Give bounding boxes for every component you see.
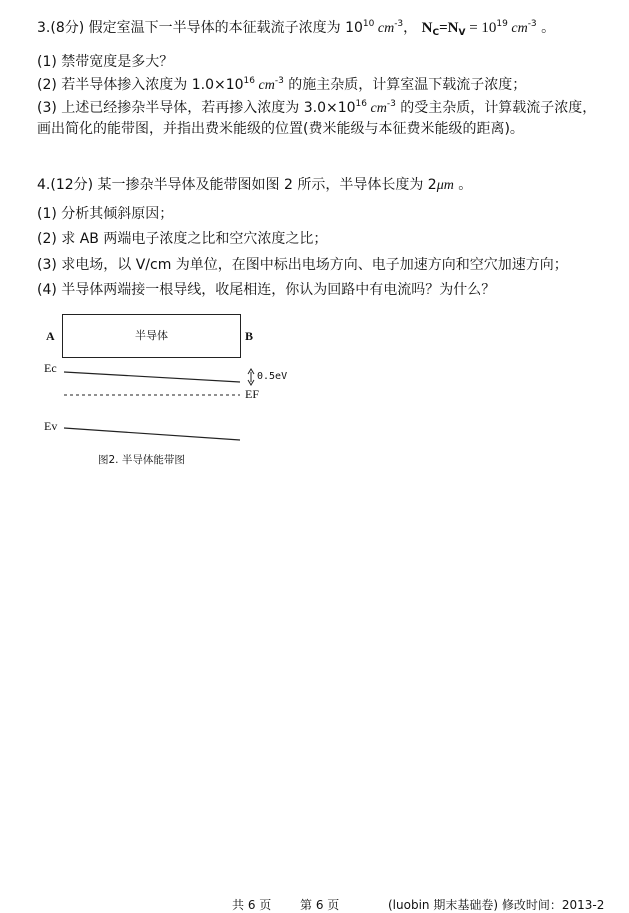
- band-lines: [42, 312, 302, 472]
- band-diagram: [42, 312, 302, 472]
- conduction-band-line: [64, 372, 240, 382]
- q3-sub2: (2) 若半导体掺入浓度为 $1.0\times 10^{16}$ $cm^{-3}$ 的施主杂质，计算室温下载流子浓度；: [37, 76, 527, 93]
- footer-page-number: 第 6 页: [300, 898, 340, 912]
- label-ec: Ec: [44, 361, 57, 375]
- q3-title: 3.(8分) 假定室温下一半导体的本征载流子浓度为 $10^{10}$ $cm^{-3}$， $N_C=N_V = 10^{19}$ $cm^{-3}$ 。: [37, 19, 556, 38]
- q3-sub1: (1) 禁带宽度是多大？: [37, 54, 174, 70]
- footer-total-pages: 共 6 页: [232, 898, 272, 912]
- label-b: B: [245, 329, 254, 343]
- q4-sub1: (1) 分析其倾斜原因；: [37, 206, 174, 222]
- q4-title: 4.(12分) 某一掺杂半导体及能带图如图 2 所示，半导体长度为 2μm 。: [37, 177, 473, 193]
- valence-band-line: [64, 428, 240, 440]
- q4-sub2: (2) 求 AB 两端电子浓度之比和空穴浓度之比；: [37, 231, 328, 247]
- q3-sub3: (3) 上述已经掺杂半导体，若再掺入浓度为 $3.0\times 10^{16}$ $cm^{-3}$ 的受主杂质，计算载流子浓度，: [37, 99, 597, 116]
- q4-sub4: (4) 半导体两端接一根导线，收尾相连，你认为回路中有电流吗？为什么？: [37, 282, 496, 298]
- q3-sub3-cont: 画出简化的能带图，并指出费米能级的位置(费米能级与本征费米能级的距离)。: [37, 121, 524, 137]
- semiconductor-label: 半导体: [135, 329, 168, 342]
- figure-caption: 图2. 半导体能带图: [98, 454, 185, 466]
- label-ef: EF: [245, 387, 260, 401]
- q4-sub3: (3) 求电场，以 V/cm 为单位，在图中标出电场方向、电子加速方向和空穴加速方向；: [37, 257, 568, 273]
- label-ev: Ev: [44, 419, 58, 433]
- delta-label: 0.5eV: [257, 371, 288, 382]
- footer-note: (luobin 期末基础卷) 修改时间：2013-2: [388, 898, 605, 912]
- label-a: A: [46, 329, 55, 343]
